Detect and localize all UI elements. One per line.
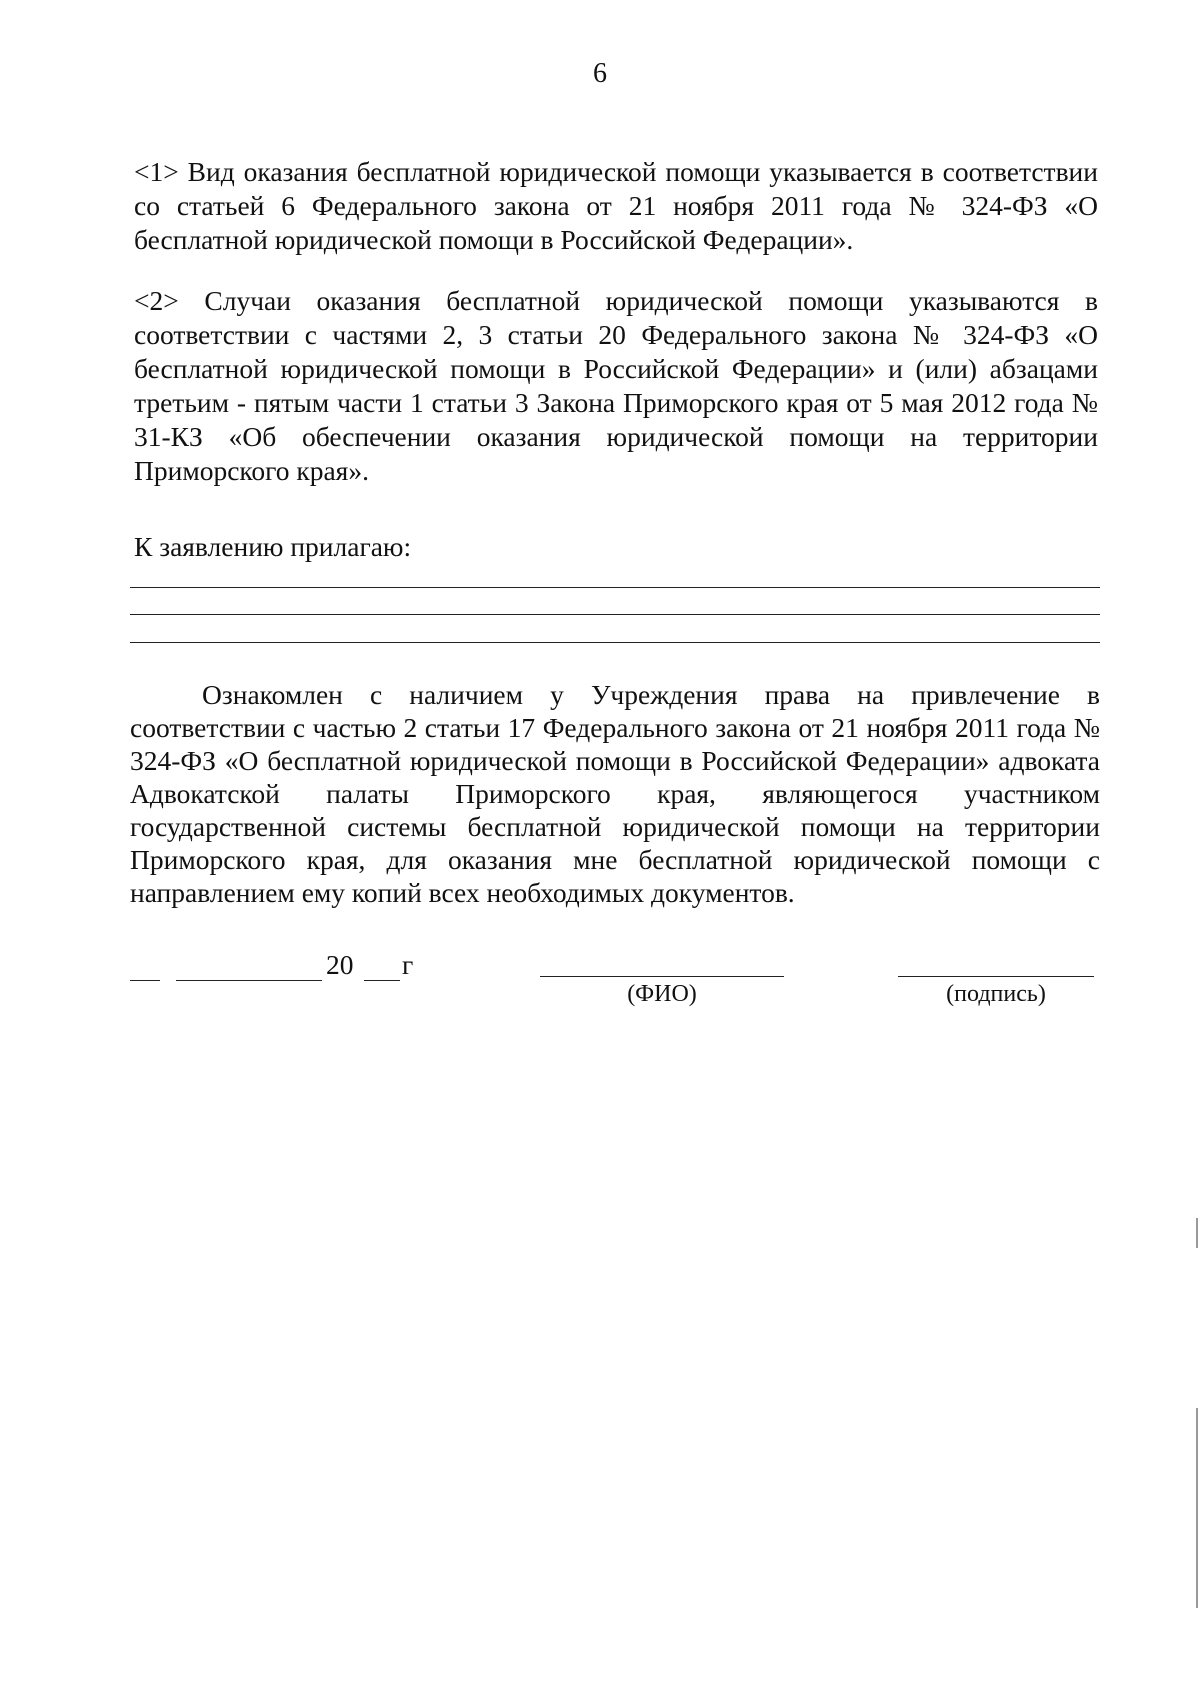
date-year-blank	[364, 980, 400, 981]
fio-blank	[540, 976, 784, 977]
acknowledgement-paragraph: Ознакомлен с наличием у Учреждения права на привлечение в соответствии с частью 2 статьи 17 Федерального закона от 21 ноября 2011 года № 324-ФЗ «О бесплатной юридической помощи в Российской Федерации» адвоката Адвокатской палаты Приморского края, являющегося участником государственной системы бесплатной юридической помощи на территории Приморского края, для оказания мне бесплатной юридической помощи с направлением ему копий всех необходимых документов.	[130, 679, 1100, 908]
date-year-prefix: 20	[326, 949, 354, 980]
signature-caption: (подпись)	[946, 981, 1046, 1007]
scan-edge-mark	[1196, 1218, 1198, 1248]
attachments-label: К заявлению прилагаю:	[134, 531, 412, 562]
attachment-line	[130, 614, 1100, 615]
scan-edge-mark	[1196, 1408, 1198, 1608]
date-year-suffix: г	[402, 949, 414, 980]
fio-caption: (ФИО)	[627, 981, 697, 1007]
signature-blank	[898, 976, 1094, 977]
date-month-blank	[176, 980, 322, 981]
footnote-2: <2> Случаи оказания бесплатной юридической помощи указываются в соответствии с частями 2, 3 статьи 20 Федерального закона № 324-ФЗ «О бесплатной юридической помощи в Российской Федерации» и (или) абзацами третьим - пятым части 1 статьи 3 Закона Приморского края от 5 мая 2012 года № 31-КЗ «Об обеспечении оказания юридической помощи на территории Приморского края».	[134, 285, 1098, 486]
attachment-line	[130, 642, 1100, 643]
page-number: 6	[593, 58, 607, 89]
footnote-1: <1> Вид оказания бесплатной юридической помощи указывается в соответствии со статьей 6 Федерального закона от 21 ноября 2011 года № 324-ФЗ «О бесплатной юридической помощи в Российской Федерации».	[134, 156, 1098, 255]
date-day-blank	[130, 980, 160, 981]
attachment-line	[130, 587, 1100, 588]
